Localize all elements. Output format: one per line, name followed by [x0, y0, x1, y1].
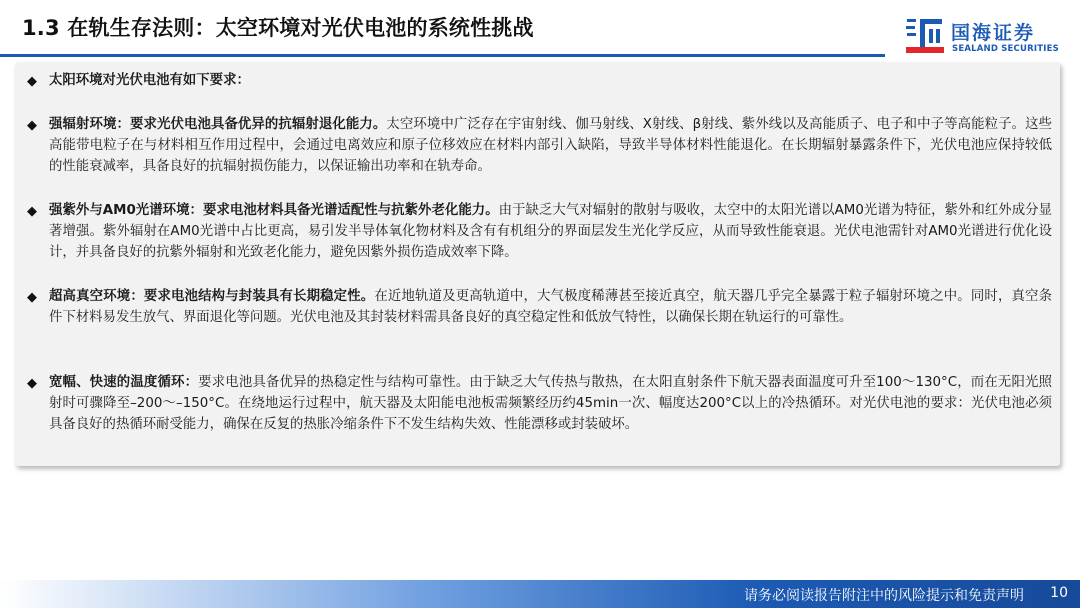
page-title: 1.3 在轨生存法则：太空环境对光伏电池的系统性挑战 [22, 16, 534, 40]
page-number: 10 [1050, 585, 1068, 601]
bullet-item-uv-am0 [27, 200, 1052, 263]
bullet-lead: 强紫外与AM0光谱环境：要求电池材料具备光谱适配性与抗紫外老化能力。 [49, 203, 499, 218]
bullet-lead: 强辐射环境：要求光伏电池具备优异的抗辐射退化能力。 [49, 117, 387, 132]
title-rule [0, 54, 885, 57]
footer-bar [0, 580, 1080, 608]
logo-chinese-name: 国海证券 [951, 22, 1036, 44]
diamond-bullet-icon: ◆ [27, 376, 37, 391]
disclaimer-text: 请务必阅读报告附注中的风险提示和免责声明 [744, 588, 1024, 604]
logo-english-name: SEALAND SECURITIES [952, 44, 1059, 54]
bullet-item-radiation [27, 114, 1052, 177]
content-panel [15, 62, 1060, 466]
diamond-bullet-icon: ◆ [27, 204, 37, 219]
company-logo [905, 14, 1065, 60]
diamond-bullet-icon: ◆ [27, 118, 37, 133]
diamond-bullet-icon: ◆ [27, 290, 37, 305]
intro-text: 太阳环境对光伏电池有如下要求： [49, 73, 250, 88]
bullet-body: 由于缺乏大气对辐射的散射与吸收，太空中的太阳光谱以AM0光谱为特征，紫外和红外成分显著增强。紫外辐射在AM0光谱中占比更高，易引发半导体氧化物材料及含有有机组分的界面层发生光化学反应，从而导致性能衰退。光伏电池需针对AM0光谱进行优化设计，并具备良好的抗紫外辐射和光致老化能力，避免因紫外损伤造成效率下降。 [49, 203, 1052, 260]
sealand-logo-icon [905, 16, 945, 56]
bullet-item-thermal-cycle [27, 372, 1052, 435]
bullet-body: 要求电池具备优异的热稳定性与结构可靠性。由于缺乏大气传热与散热，在太阳直射条件下航天器表面温度可升至100～130°C，而在无阳光照射时可骤降至–200～–150°C。在绕地运行过程中，航天器及太阳能电池板需频繁经历约45min一次、幅度达200°C以上的冷热循环。对光伏电池的要求：光伏电池必须具备良好的热循环耐受能力，确保在反复的热胀冷缩条件下不发生结构失效、性能漂移或封装破坏。 [49, 375, 1052, 432]
bullet-body: 太空环境中广泛存在宇宙射线、伽马射线、X射线、β射线、紫外线以及高能质子、电子和中子等高能粒子。这些高能带电粒子在与材料相互作用过程中，会通过电离效应和原子位移效应在材料内部引入缺陷，导致半导体材料性能退化。在长期辐射暴露条件下，光伏电池应保持较低的性能衰减率，具备良好的抗辐射损伤能力，以保证输出功率和在轨寿命。 [49, 117, 1052, 174]
bullet-body: 在近地轨道及更高轨道中，大气极度稀薄甚至接近真空，航天器几乎完全暴露于粒子辐射环境之中。同时，真空条件下材料易发生放气、界面退化等问题。光伏电池及其封装材料需具备良好的真空稳定性和低放气特性，以确保长期在轨运行的可靠性。 [49, 289, 1053, 325]
diamond-bullet-icon: ◆ [27, 74, 37, 89]
intro-item [27, 70, 1052, 91]
bullet-item-vacuum [27, 286, 1052, 328]
bullet-lead: 宽幅、快速的温度循环： [49, 375, 199, 390]
bullet-lead: 超高真空环境：要求电池结构与封装具有长期稳定性。 [49, 289, 375, 304]
